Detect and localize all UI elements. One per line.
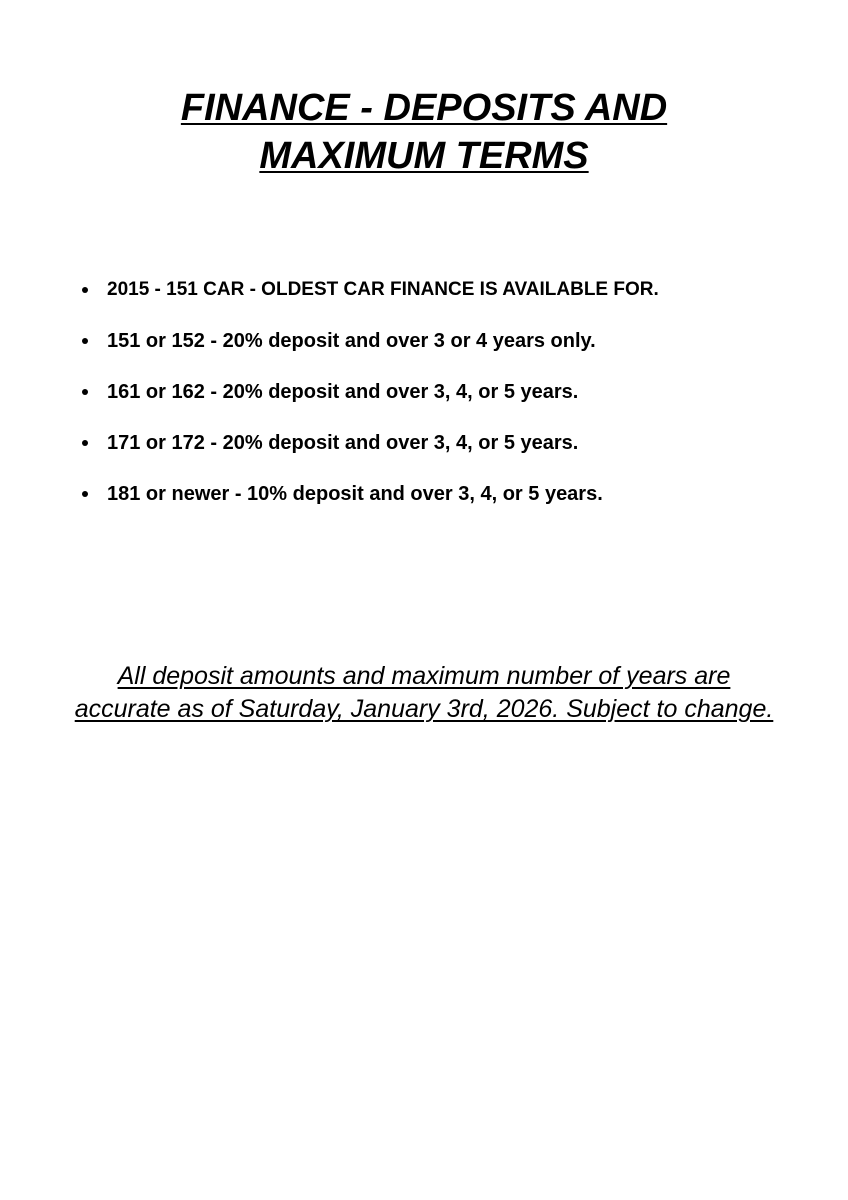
bullet-icon <box>82 338 88 344</box>
accuracy-notice: All deposit amounts and maximum number of years are accurate as of Saturday, January 3rd, 2026. Subject to change. <box>74 662 774 723</box>
list-item-text: 2015 - 151 CAR - OLDEST CAR FINANCE IS AVAILABLE FOR. <box>107 279 659 300</box>
list-item-text: 181 or newer - 10% deposit and over 3, 4, or 5 years. <box>107 483 603 505</box>
bullet-icon <box>82 389 88 395</box>
page-title <box>0 84 848 180</box>
list-item <box>76 327 816 378</box>
list-item <box>76 480 816 531</box>
page-title-line-2: MAXIMUM TERMS <box>259 135 589 177</box>
list-item-text: 151 or 152 - 20% deposit and over 3 or 4 years only. <box>107 330 596 352</box>
bullet-icon <box>82 287 88 293</box>
list-item-text: 161 or 162 - 20% deposit and over 3, 4, or 5 years. <box>107 381 579 403</box>
list-item-text: 171 or 172 - 20% deposit and over 3, 4, or 5 years. <box>107 432 579 454</box>
list-item <box>76 378 816 429</box>
list-item <box>76 276 816 327</box>
bullet-icon <box>82 440 88 446</box>
bullet-icon <box>82 491 88 497</box>
finance-terms-list <box>76 276 816 531</box>
list-item <box>76 429 816 480</box>
page-title-line-1: FINANCE - DEPOSITS AND <box>180 87 668 129</box>
